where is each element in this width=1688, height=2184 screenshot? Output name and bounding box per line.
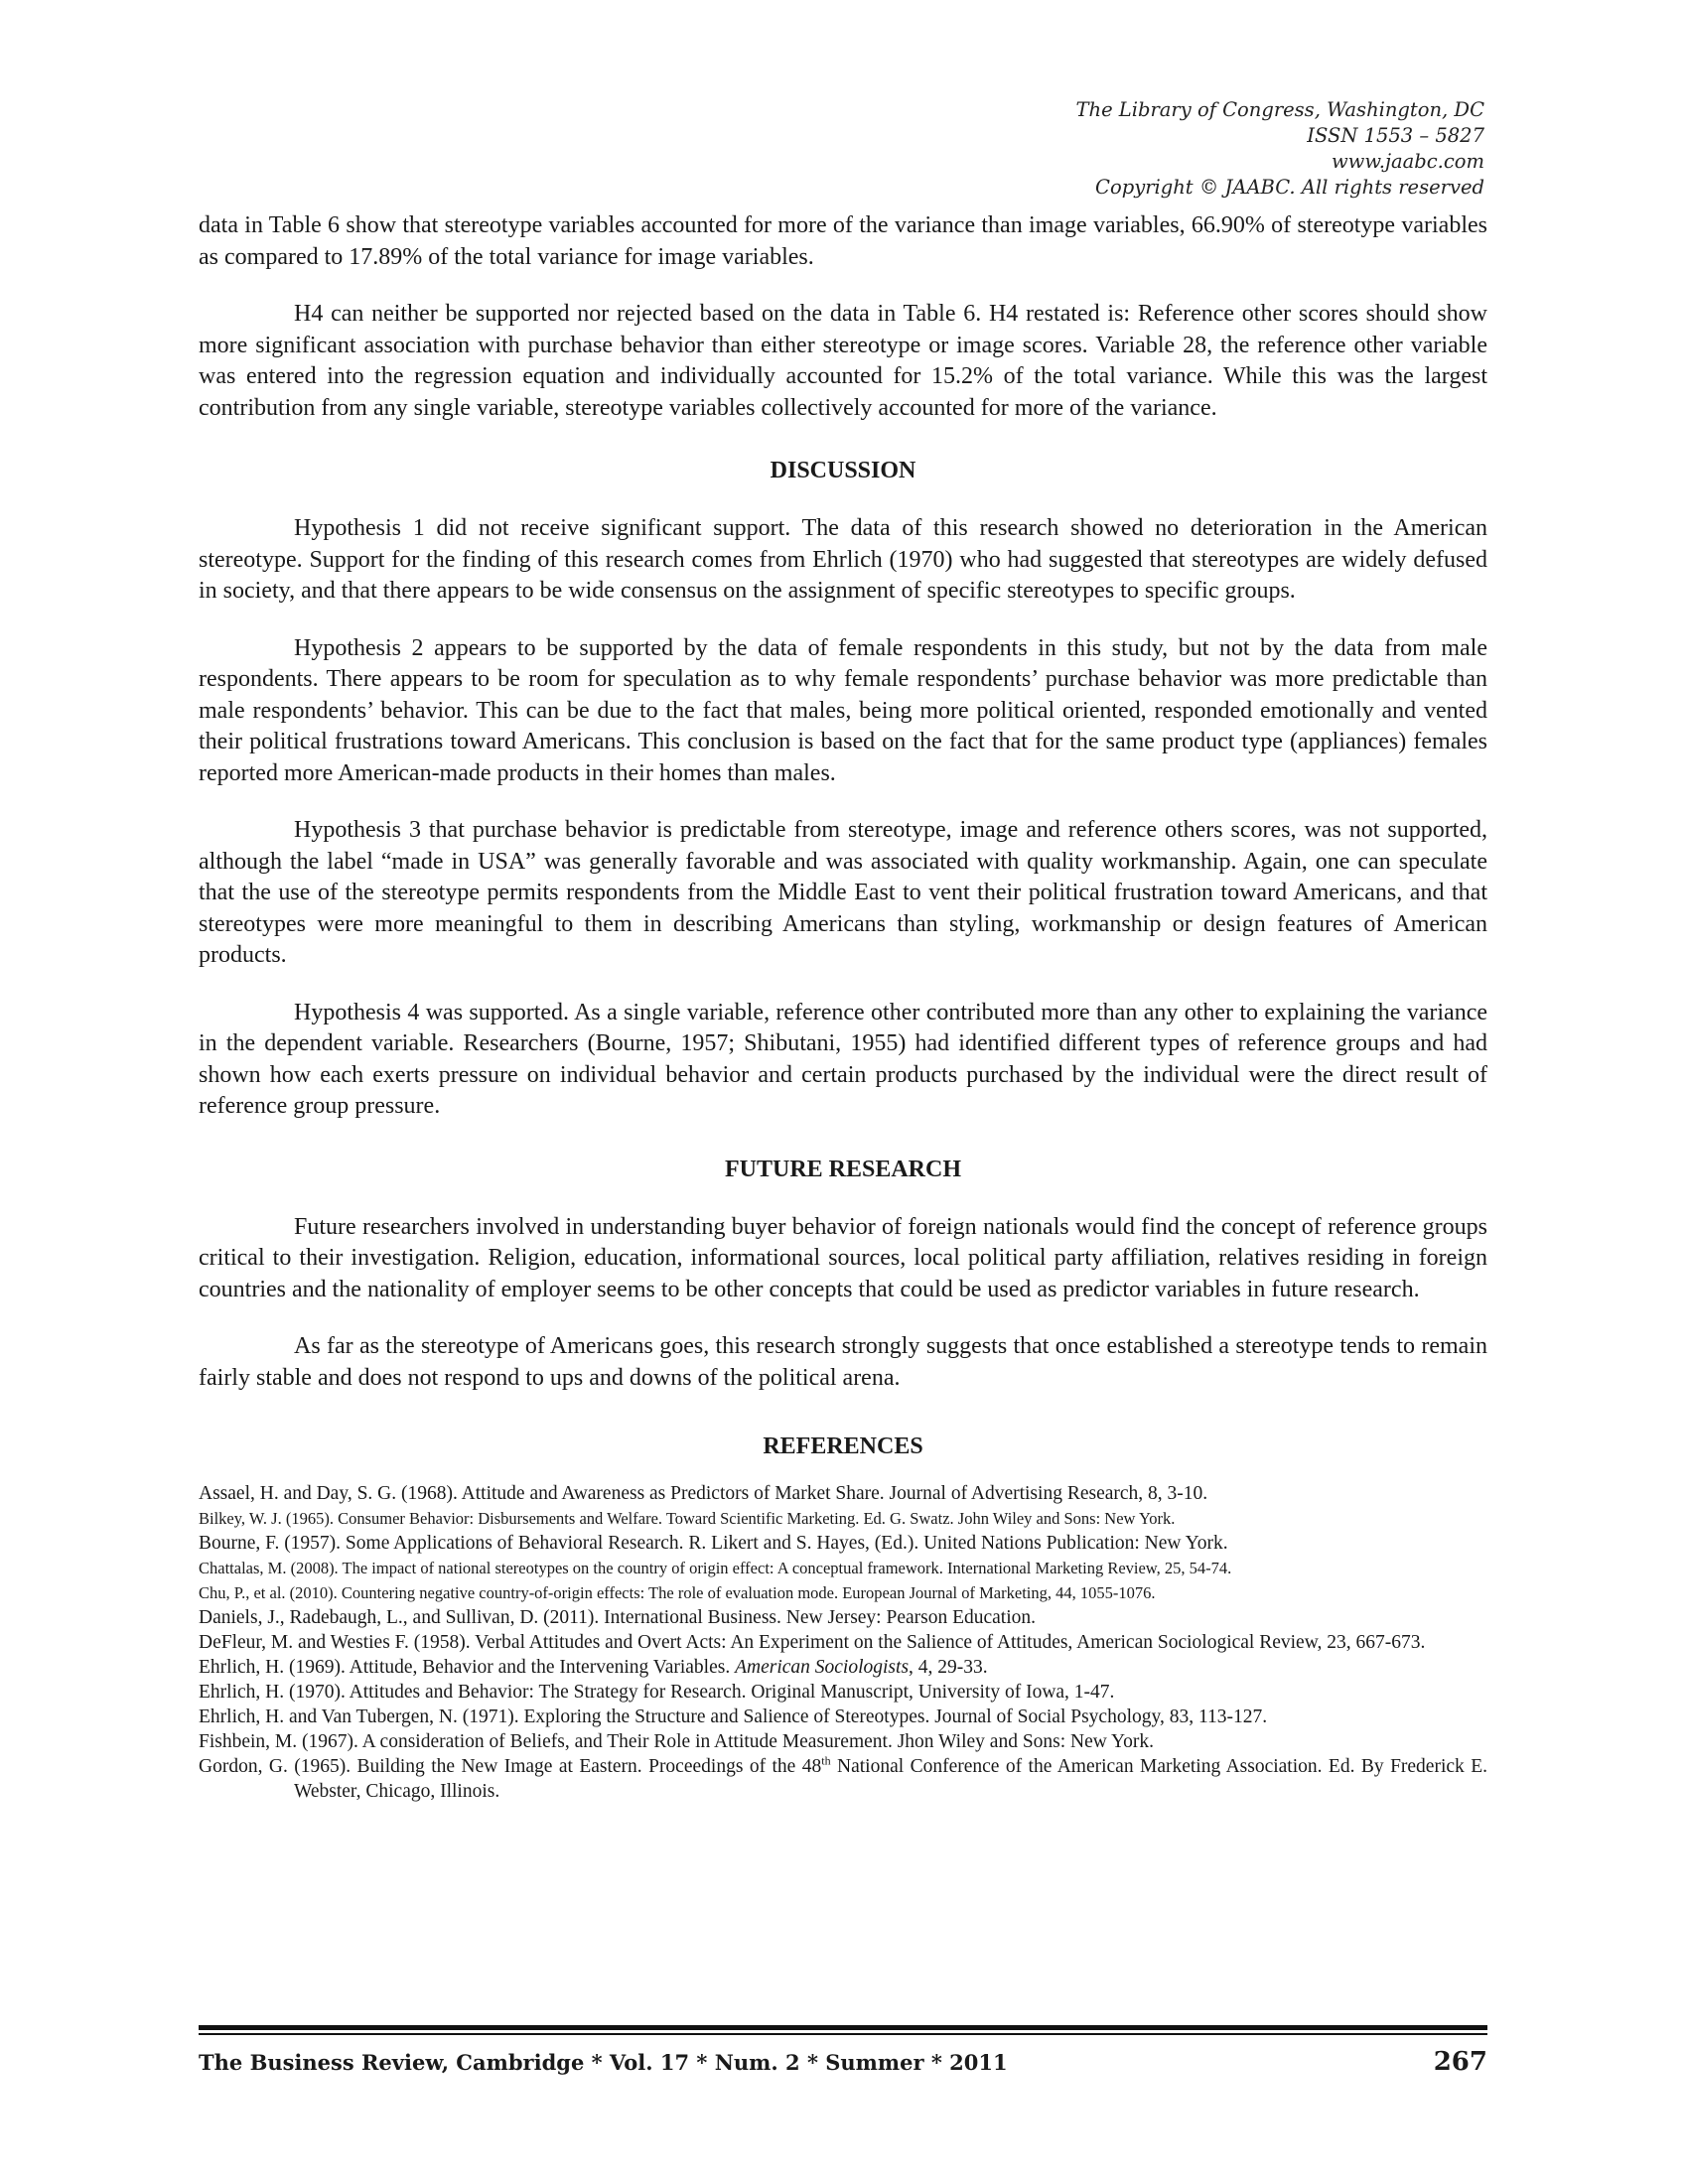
header-issn: ISSN 1553 – 5827 xyxy=(1307,124,1484,147)
reference-item: DeFleur, M. and Westies F. (1958). Verbal Attitudes and Overt Acts: An Experiment on the Salience of Attitudes, American Sociological Review, 23, 667-673. xyxy=(199,1632,1426,1653)
page-number: 267 xyxy=(1433,2047,1487,2077)
reference-text: , 4, 29-33. xyxy=(909,1657,988,1678)
future-research-paragraph-1: Future researchers involved in understanding buyer behavior of foreign nationals would find the concept of reference groups critical to their investigation. Religion, education, informational sources, local political party affiliation, relatives residing in foreign countries and the nationality of employer seems to be other concepts that could be used as predictor variables in future research. xyxy=(199,1213,1487,1302)
reference-text: National Conference of the American Marketing Association. Ed. By Frederick E. Webster, Chicago, Illinois. xyxy=(294,1756,1487,1802)
footer-rule-thin xyxy=(199,2033,1487,2035)
reference-item: Fishbein, M. (1967). A consideration of Beliefs, and Their Role in Attitude Measurement. Jhon Wiley and Sons: New York. xyxy=(199,1731,1155,1752)
paragraph-h4: H4 can neither be supported nor rejected based on the data in Table 6. H4 restated is: Reference other scores should show more significant association with purchase behavior than either stereotype or image scores. Variable 28, the reference other variable was entered into the regression equation and individually accounted for 15.2% of the total variance. While this was the largest contribution from any single variable, stereotype variables collectively accounted for more of the variance. xyxy=(199,301,1487,421)
discussion-paragraph-1: Hypothesis 1 did not receive significant support. The data of this research showed no deterioration in the American stereotype. Support for the finding of this research comes from Ehrlich (1970) who had suggested that stereotypes are widely defused in society, and that there appears to be wide consensus on the assignment of specific stereotypes to specific groups. xyxy=(199,515,1487,604)
reference-text: Gordon, G. (1965). Building the New Image at Eastern. Proceedings of the 48 xyxy=(199,1756,822,1777)
reference-item: Bilkey, W. J. (1965). Consumer Behavior: Disbursements and Welfare. Toward Scientific Marketing. Ed. G. Swatz. John Wiley and Sons: New York. xyxy=(199,1509,1176,1528)
reference-item: Chattalas, M. (2008). The impact of national stereotypes on the country of origin effect: A conceptual framework. International Marketing Review, 25, 54-74. xyxy=(199,1559,1232,1577)
reference-journal-title: American Sociologists xyxy=(735,1657,910,1678)
future-research-heading: FUTURE RESEARCH xyxy=(724,1156,962,1182)
page-header xyxy=(988,97,1484,201)
discussion-paragraph-2: Hypothesis 2 appears to be supported by the data of female respondents in this study, but not by the data from male respondents. There appears to be room for speculation as to why female respondents’ purchase behavior was more predictable than male respondents’ behavior. This can be due to the fact that males, being more political oriented, responded emotionally and vented their political frustrations toward Americans. This conclusion is based on the fact that for the same product type (appliances) females reported more American-made products in their homes than males. xyxy=(199,634,1487,786)
reference-item xyxy=(199,1655,1487,1680)
reference-item: Chu, P., et al. (2010). Countering negative country-of-origin effects: The role of evaluation mode. European Journal of Marketing, 44, 1055-1076. xyxy=(199,1583,1156,1602)
discussion-paragraph-4: Hypothesis 4 was supported. As a single variable, reference other contributed more than any other to explaining the variance in the dependent variable. Researchers (Bourne, 1957; Shibutani, 1955) had identified different types of reference groups and had shown how each exerts pressure on individual behavior and certain products purchased by the individual were the direct result of reference group pressure. xyxy=(199,999,1487,1119)
reference-item xyxy=(199,1754,1487,1804)
page-body xyxy=(199,210,1487,1804)
paragraph-continued: data in Table 6 show that stereotype variables accounted for more of the variance than image variables, 66.90% of stereotype variables as compared to 17.89% of the total variance for image variables. xyxy=(199,212,1487,270)
footer-rule xyxy=(199,2025,1487,2030)
header-copyright: Copyright © JAABC. All rights reserved xyxy=(1095,176,1484,199)
ordinal-superscript: th xyxy=(821,1753,831,1768)
reference-list xyxy=(199,1481,1487,1804)
footer-journal: The Business Review, Cambridge * Vol. 17 * Num. 2 * Summer * 2011 xyxy=(199,2050,1008,2075)
references-heading: REFERENCES xyxy=(763,1433,923,1459)
header-publisher: The Library of Congress, Washington, DC xyxy=(1075,98,1484,121)
reference-item: Ehrlich, H. (1970). Attitudes and Behavior: The Strategy for Research. Original Manuscript, University of Iowa, 1-47. xyxy=(199,1682,1115,1703)
reference-text: Ehrlich, H. (1969). Attitude, Behavior and the Intervening Variables. xyxy=(199,1657,731,1678)
discussion-heading: DISCUSSION xyxy=(770,458,916,483)
reference-item: Daniels, J., Radebaugh, L., and Sullivan, D. (2011). International Business. New Jersey: Pearson Education. xyxy=(199,1607,1037,1628)
discussion-paragraph-3: Hypothesis 3 that purchase behavior is predictable from stereotype, image and reference others scores, was not supported, although the label “made in USA” was generally favorable and was associated with quality workmanship. Again, one can speculate that the use of the stereotype permits respondents from the Middle East to vent their political frustration toward Americans, and that stereotypes were more meaningful to them in describing Americans than styling, workmanship or design features of American products. xyxy=(199,817,1487,968)
page-footer xyxy=(199,2047,1487,2077)
reference-item: Bourne, F. (1957). Some Applications of Behavioral Research. R. Likert and S. Hayes, (Ed.). United Nations Publication: New York. xyxy=(199,1533,1228,1554)
reference-item: Assael, H. and Day, S. G. (1968). Attitude and Awareness as Predictors of Market Share. Journal of Advertising Research, 8, 3-10. xyxy=(199,1483,1208,1504)
future-research-paragraph-2: As far as the stereotype of Americans goes, this research strongly suggests that once established a stereotype tends to remain fairly stable and does not respond to ups and downs of the political arena. xyxy=(199,1333,1487,1391)
header-website: www.jaabc.com xyxy=(1331,150,1484,173)
reference-item: Ehrlich, H. and Van Tubergen, N. (1971). Exploring the Structure and Salience of Stereotypes. Journal of Social Psychology, 83, 113-127. xyxy=(199,1706,1268,1727)
